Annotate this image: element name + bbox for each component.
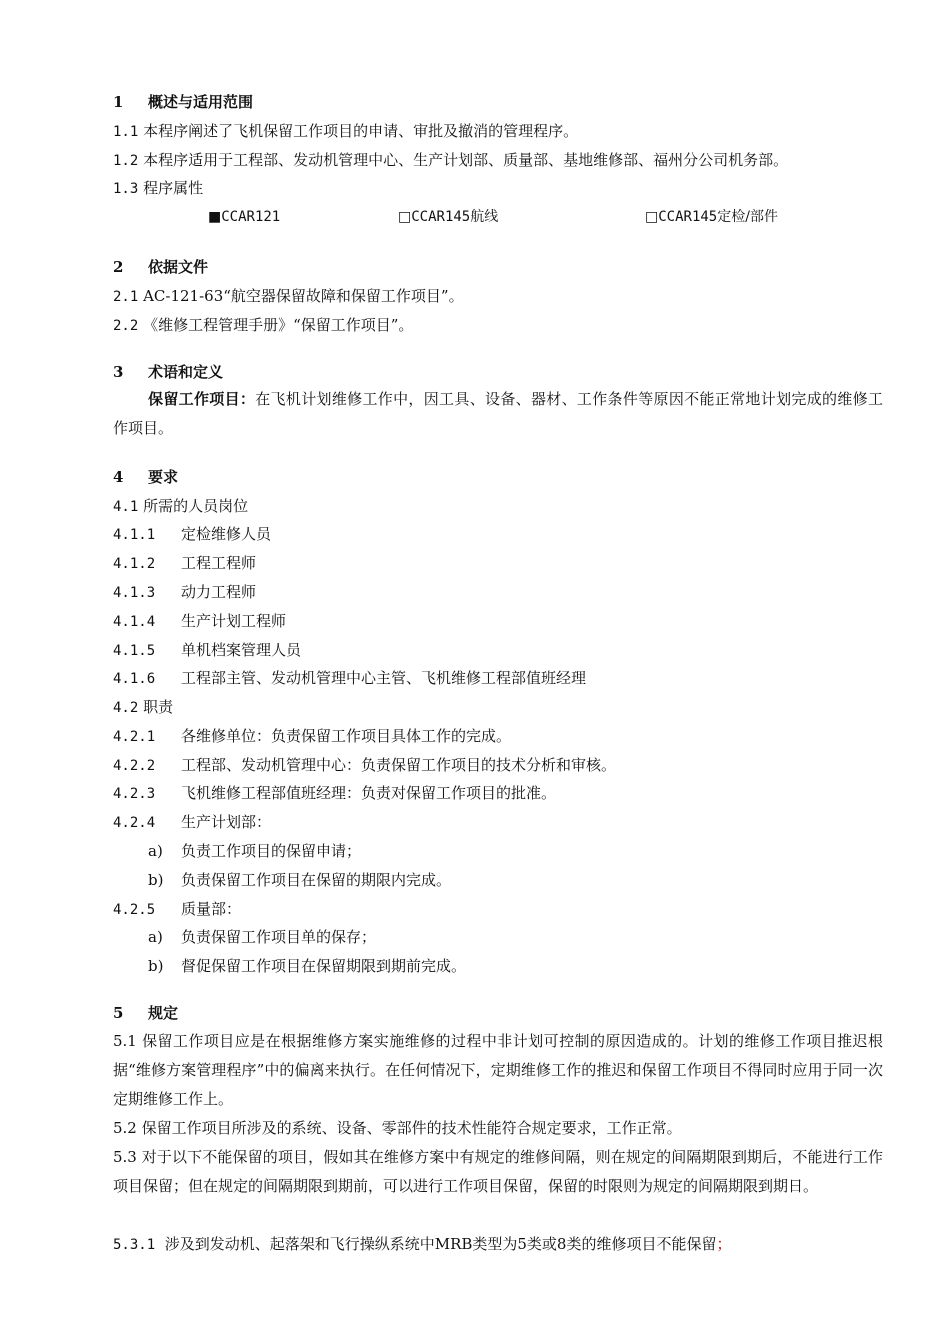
heading-title: 概述与适用范围 <box>148 93 254 111</box>
heading-number: 4 <box>113 468 124 486</box>
role-4-1-5 <box>113 640 301 661</box>
role-4-1-1 <box>113 524 271 545</box>
option-label: 定检/部件 <box>717 209 778 225</box>
role-4-1-4 <box>113 611 286 632</box>
clause-number: 4.2.3 <box>113 786 156 802</box>
clause-text: 动力工程师 <box>181 583 257 601</box>
list-item-key: b) <box>148 871 164 889</box>
role-4-1-6 <box>113 668 586 689</box>
clause-end-mark: ； <box>716 1235 732 1253</box>
clause-text: 所需的人员岗位 <box>143 497 249 515</box>
duty-4-2-2 <box>113 755 616 776</box>
option-code: CCAR121 <box>221 209 281 225</box>
clause-5-3: 5.3 对于以下不能保留的项目，假如其在维修方案中有规定的维修间隔，则在规定的间隔期限到期后，不能进行工作项目保留；但在规定的间隔期限到期前，可以进行工作项目保留，保留的时限则为规定的间隔期限到期日。 <box>113 1148 883 1195</box>
heading-title: 术语和定义 <box>148 363 224 381</box>
clause-number: 4.1.3 <box>113 585 156 601</box>
list-item <box>148 956 466 976</box>
clause-5-1: 5.1 保留工作项目应是在根据维修方案实施维修的过程中非计划可控制的原因造成的。计划的维修工作项目推迟根据“维修方案管理程序”中的偏离来执行。在任何情况下，定期维修工作的推迟和保留工作项目不得同时应用于同一次定期维修工作上。 <box>113 1032 883 1108</box>
clause-number: 2.2 <box>113 318 139 334</box>
clause-number: 4.2.5 <box>113 902 156 918</box>
heading-title: 依据文件 <box>148 258 209 276</box>
clause-text: 定检维修人员 <box>181 525 272 543</box>
section-3-heading <box>113 362 223 382</box>
option-code: CCAR145 <box>658 209 718 225</box>
clause-4-2 <box>113 697 173 718</box>
clause-text: 本程序适用于工程部、发动机管理中心、生产计划部、质量部、基地维修部、福州分公司机务部。 <box>143 151 789 169</box>
clause-text: 涉及到发动机、起落架和飞行操纵系统中MRB类型为5类或8类的维修项目不能保留 <box>164 1235 717 1253</box>
clause-text: 生产计划部： <box>181 813 272 831</box>
list-item-text: 督促保留工作项目在保留期限到期前完成。 <box>181 957 467 975</box>
duty-4-2-5 <box>113 899 241 920</box>
defined-term: 保留工作项目： <box>148 390 256 408</box>
section-4-heading <box>113 467 178 487</box>
clause-5-2: 5.2 保留工作项目所涉及的系统、设备、零部件的技术性能符合规定要求，工作正常。 <box>113 1119 682 1137</box>
definition-text: 在飞机计划维修工作中，因工具、设备、器材、工作条件等原因不能正常地计划完成的维修工作项目。 <box>113 390 883 437</box>
clause-number: 4.2.4 <box>113 815 156 831</box>
heading-number: 5 <box>113 1004 124 1022</box>
list-item-text: 负责保留工作项目在保留的期限内完成。 <box>181 871 452 889</box>
clause-text: 工程部主管、发动机管理中心主管、飞机维修工程部值班经理 <box>181 669 587 687</box>
section-5-heading <box>113 1003 178 1023</box>
duty-4-2-3 <box>113 783 556 804</box>
clause-number: 5.3.1 <box>113 1237 156 1253</box>
list-item-key: b) <box>148 957 164 975</box>
clause-2-1 <box>113 286 464 307</box>
duty-4-2-4 <box>113 812 271 833</box>
clause-text: 各维修单位：负责保留工作项目具体工作的完成。 <box>181 727 512 745</box>
clause-text: 《维修工程管理手册》“保留工作项目”。 <box>143 316 414 334</box>
option-code: CCAR145 <box>411 209 471 225</box>
list-item <box>148 841 361 861</box>
clause-text: 工程工程师 <box>181 554 257 572</box>
clause-text: 职责 <box>143 698 174 716</box>
clause-number: 4.1.4 <box>113 614 156 630</box>
section-2-heading <box>113 257 208 277</box>
clause-text: AC-121-63“航空器保留故障和保留工作项目”。 <box>143 287 464 305</box>
heading-title: 要求 <box>148 468 179 486</box>
clause-text: 工程部、发动机管理中心：负责保留工作项目的技术分析和审核。 <box>181 756 617 774</box>
role-4-1-2 <box>113 553 256 574</box>
heading-number: 3 <box>113 363 124 381</box>
heading-number: 2 <box>113 258 124 276</box>
clause-text: 程序属性 <box>143 179 204 197</box>
list-item <box>148 870 451 890</box>
list-item-key: a) <box>148 928 163 946</box>
clause-number: 1.1 <box>113 124 139 140</box>
option-ccar145-line <box>398 207 498 227</box>
clause-1-2 <box>113 150 788 171</box>
clause-2-2 <box>113 315 413 336</box>
list-item-key: a) <box>148 842 163 860</box>
role-4-1-3 <box>113 582 256 603</box>
clause-number: 4.1.5 <box>113 643 156 659</box>
clause-number: 4.1.1 <box>113 527 156 543</box>
clause-1-3 <box>113 178 203 199</box>
checked-box-icon: ■ <box>208 209 222 225</box>
clause-text: 单机档案管理人员 <box>181 641 302 659</box>
clause-number: 2.1 <box>113 289 139 305</box>
definition-paragraph <box>113 385 883 443</box>
heading-title: 规定 <box>148 1004 179 1022</box>
clause-number: 4.2.2 <box>113 758 156 774</box>
clause-text: 生产计划工程师 <box>181 612 287 630</box>
clause-text: 飞机维修工程部值班经理：负责对保留工作项目的批准。 <box>181 784 557 802</box>
clause-text: 本程序阐述了飞机保留工作项目的申请、审批及撤消的管理程序。 <box>143 122 579 140</box>
section-1-heading <box>113 92 253 112</box>
clause-text: 质量部： <box>181 900 242 918</box>
option-label: 航线 <box>470 209 499 225</box>
duty-4-2-1 <box>113 726 511 747</box>
list-item-text: 负责保留工作项目单的保存； <box>181 928 377 946</box>
option-ccar145-base <box>645 207 778 227</box>
clause-number: 4.1.2 <box>113 556 156 572</box>
list-item <box>148 927 376 947</box>
unchecked-box-icon: □ <box>398 209 412 225</box>
clause-4-1 <box>113 496 248 517</box>
clause-5-3-1 <box>113 1234 732 1255</box>
clause-number: 4.2.1 <box>113 729 156 745</box>
clause-number: 1.2 <box>113 153 139 169</box>
option-ccar121 <box>208 207 280 227</box>
clause-number: 4.1.6 <box>113 671 156 687</box>
clause-number: 4.1 <box>113 499 139 515</box>
clause-number: 1.3 <box>113 181 139 197</box>
list-item-text: 负责工作项目的保留申请； <box>181 842 362 860</box>
unchecked-box-icon: □ <box>645 209 659 225</box>
heading-number: 1 <box>113 93 124 111</box>
clause-number: 4.2 <box>113 700 139 716</box>
clause-1-1 <box>113 121 578 142</box>
